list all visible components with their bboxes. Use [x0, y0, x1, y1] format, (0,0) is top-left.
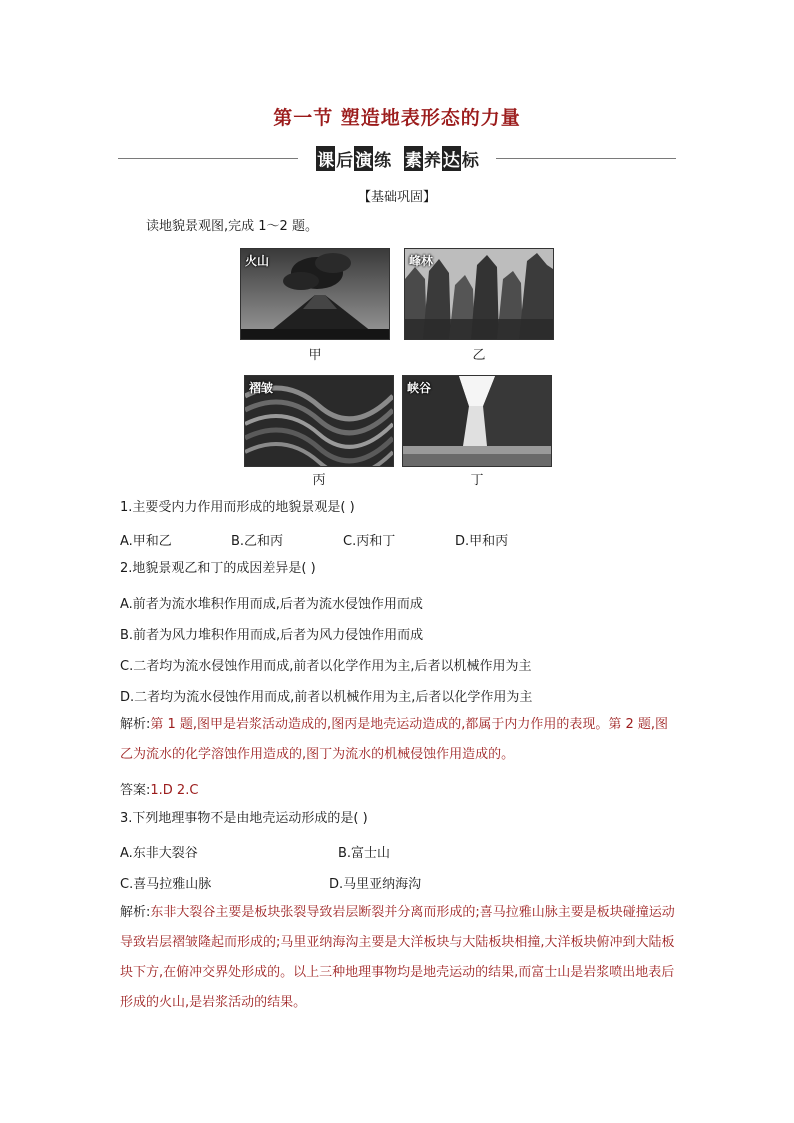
analysis-1-2	[120, 710, 680, 770]
banner-divider-right	[496, 158, 676, 159]
figure-volcano	[240, 248, 390, 340]
figure-caption-bing: 丙	[312, 473, 326, 488]
analysis-label: 解析:	[120, 717, 151, 732]
question-2-option-d: D.二者均为流水侵蚀作用而成,前者以机械作用为主,后者以化学作用为主	[120, 690, 533, 705]
figure-tag-peak-forest: 峰林	[409, 254, 434, 268]
question-3-stem: 3.下列地理事物不是由地壳运动形成的是( )	[120, 811, 368, 826]
question-1-stem: 1.主要受内力作用而形成的地貌景观是( )	[120, 500, 355, 515]
figure-caption-yi: 乙	[472, 348, 486, 363]
banner-text	[306, 146, 488, 171]
answer-1-2	[120, 779, 198, 798]
question-2-option-c: C.二者均为流水侵蚀作用而成,前者以化学作用为主,后者以机械作用为主	[120, 659, 532, 674]
banner-divider-left	[118, 158, 298, 159]
question-3-option-b: B.富士山	[338, 846, 391, 861]
analysis-3-text: 东非大裂谷主要是板块张裂导致岩层断裂并分离而形成的;喜马拉雅山脉主要是板块碰撞运动导致岩层褶皱隆起而形成的;马里亚纳海沟主要是大洋板块与大陆板块相撞,大洋板块俯冲到大陆板块下方,在俯冲交界处形成的。以上三种地理事物均是地壳运动的结果,而富士山是岩浆喷出地表后形成的火山,是岩浆活动的结果。	[120, 905, 675, 1010]
question-intro: 读地貌景观图,完成 1～2 题。	[146, 219, 318, 234]
figure-folds	[244, 375, 394, 467]
banner-char-5: 素	[404, 146, 423, 171]
figure-tag-canyon: 峡谷	[407, 381, 432, 395]
question-1-option-a: A.甲和乙	[120, 534, 172, 549]
figure-tag-folds: 褶皱	[249, 381, 274, 395]
banner-char-7: 达	[442, 146, 461, 171]
question-2-stem: 2.地貌景观乙和丁的成因差异是( )	[120, 561, 316, 576]
figure-caption-ding: 丁	[470, 473, 484, 488]
banner-char-1: 课	[316, 146, 335, 171]
question-2-option-a: A.前者为流水堆积作用而成,后者为流水侵蚀作用而成	[120, 597, 423, 612]
section-banner	[118, 146, 676, 172]
banner-char-3: 演	[354, 146, 373, 171]
figure-canyon	[402, 375, 552, 467]
figure-peak-forest	[404, 248, 554, 340]
answer-text: 1.D 2.C	[150, 783, 199, 798]
banner-char-6: 养	[423, 151, 441, 171]
banner-char-4: 练	[374, 151, 392, 171]
question-1-option-b: B.乙和丙	[231, 534, 284, 549]
question-3-option-d: D.马里亚纳海沟	[329, 877, 422, 892]
question-2-option-b: B.前者为风力堆积作用而成,后者为风力侵蚀作用而成	[120, 628, 424, 643]
banner-char-8: 标	[461, 151, 479, 171]
question-3-option-c: C.喜马拉雅山脉	[120, 877, 212, 892]
figure-tag-volcano: 火山	[245, 254, 270, 268]
analysis-3-label: 解析:	[120, 905, 151, 920]
banner-char-2: 后	[336, 151, 354, 171]
analysis-3	[120, 898, 680, 1018]
question-1-option-c: C.丙和丁	[343, 534, 396, 549]
section-heading: 【基础巩固】	[357, 190, 436, 205]
page-title: 第一节 塑造地表形态的力量	[273, 107, 521, 129]
question-1-option-d: D.甲和丙	[455, 534, 509, 549]
question-3-option-a: A.东非大裂谷	[120, 846, 198, 861]
analysis-text: 第 1 题,图甲是岩浆活动造成的,图丙是地壳运动造成的,都属于内力作用的表现。第 2 题,图乙为流水的化学溶蚀作用造成的,图丁为流水的机械侵蚀作用造成的。	[120, 717, 668, 762]
answer-label: 答案:	[120, 783, 151, 798]
figure-caption-jia: 甲	[308, 348, 322, 363]
